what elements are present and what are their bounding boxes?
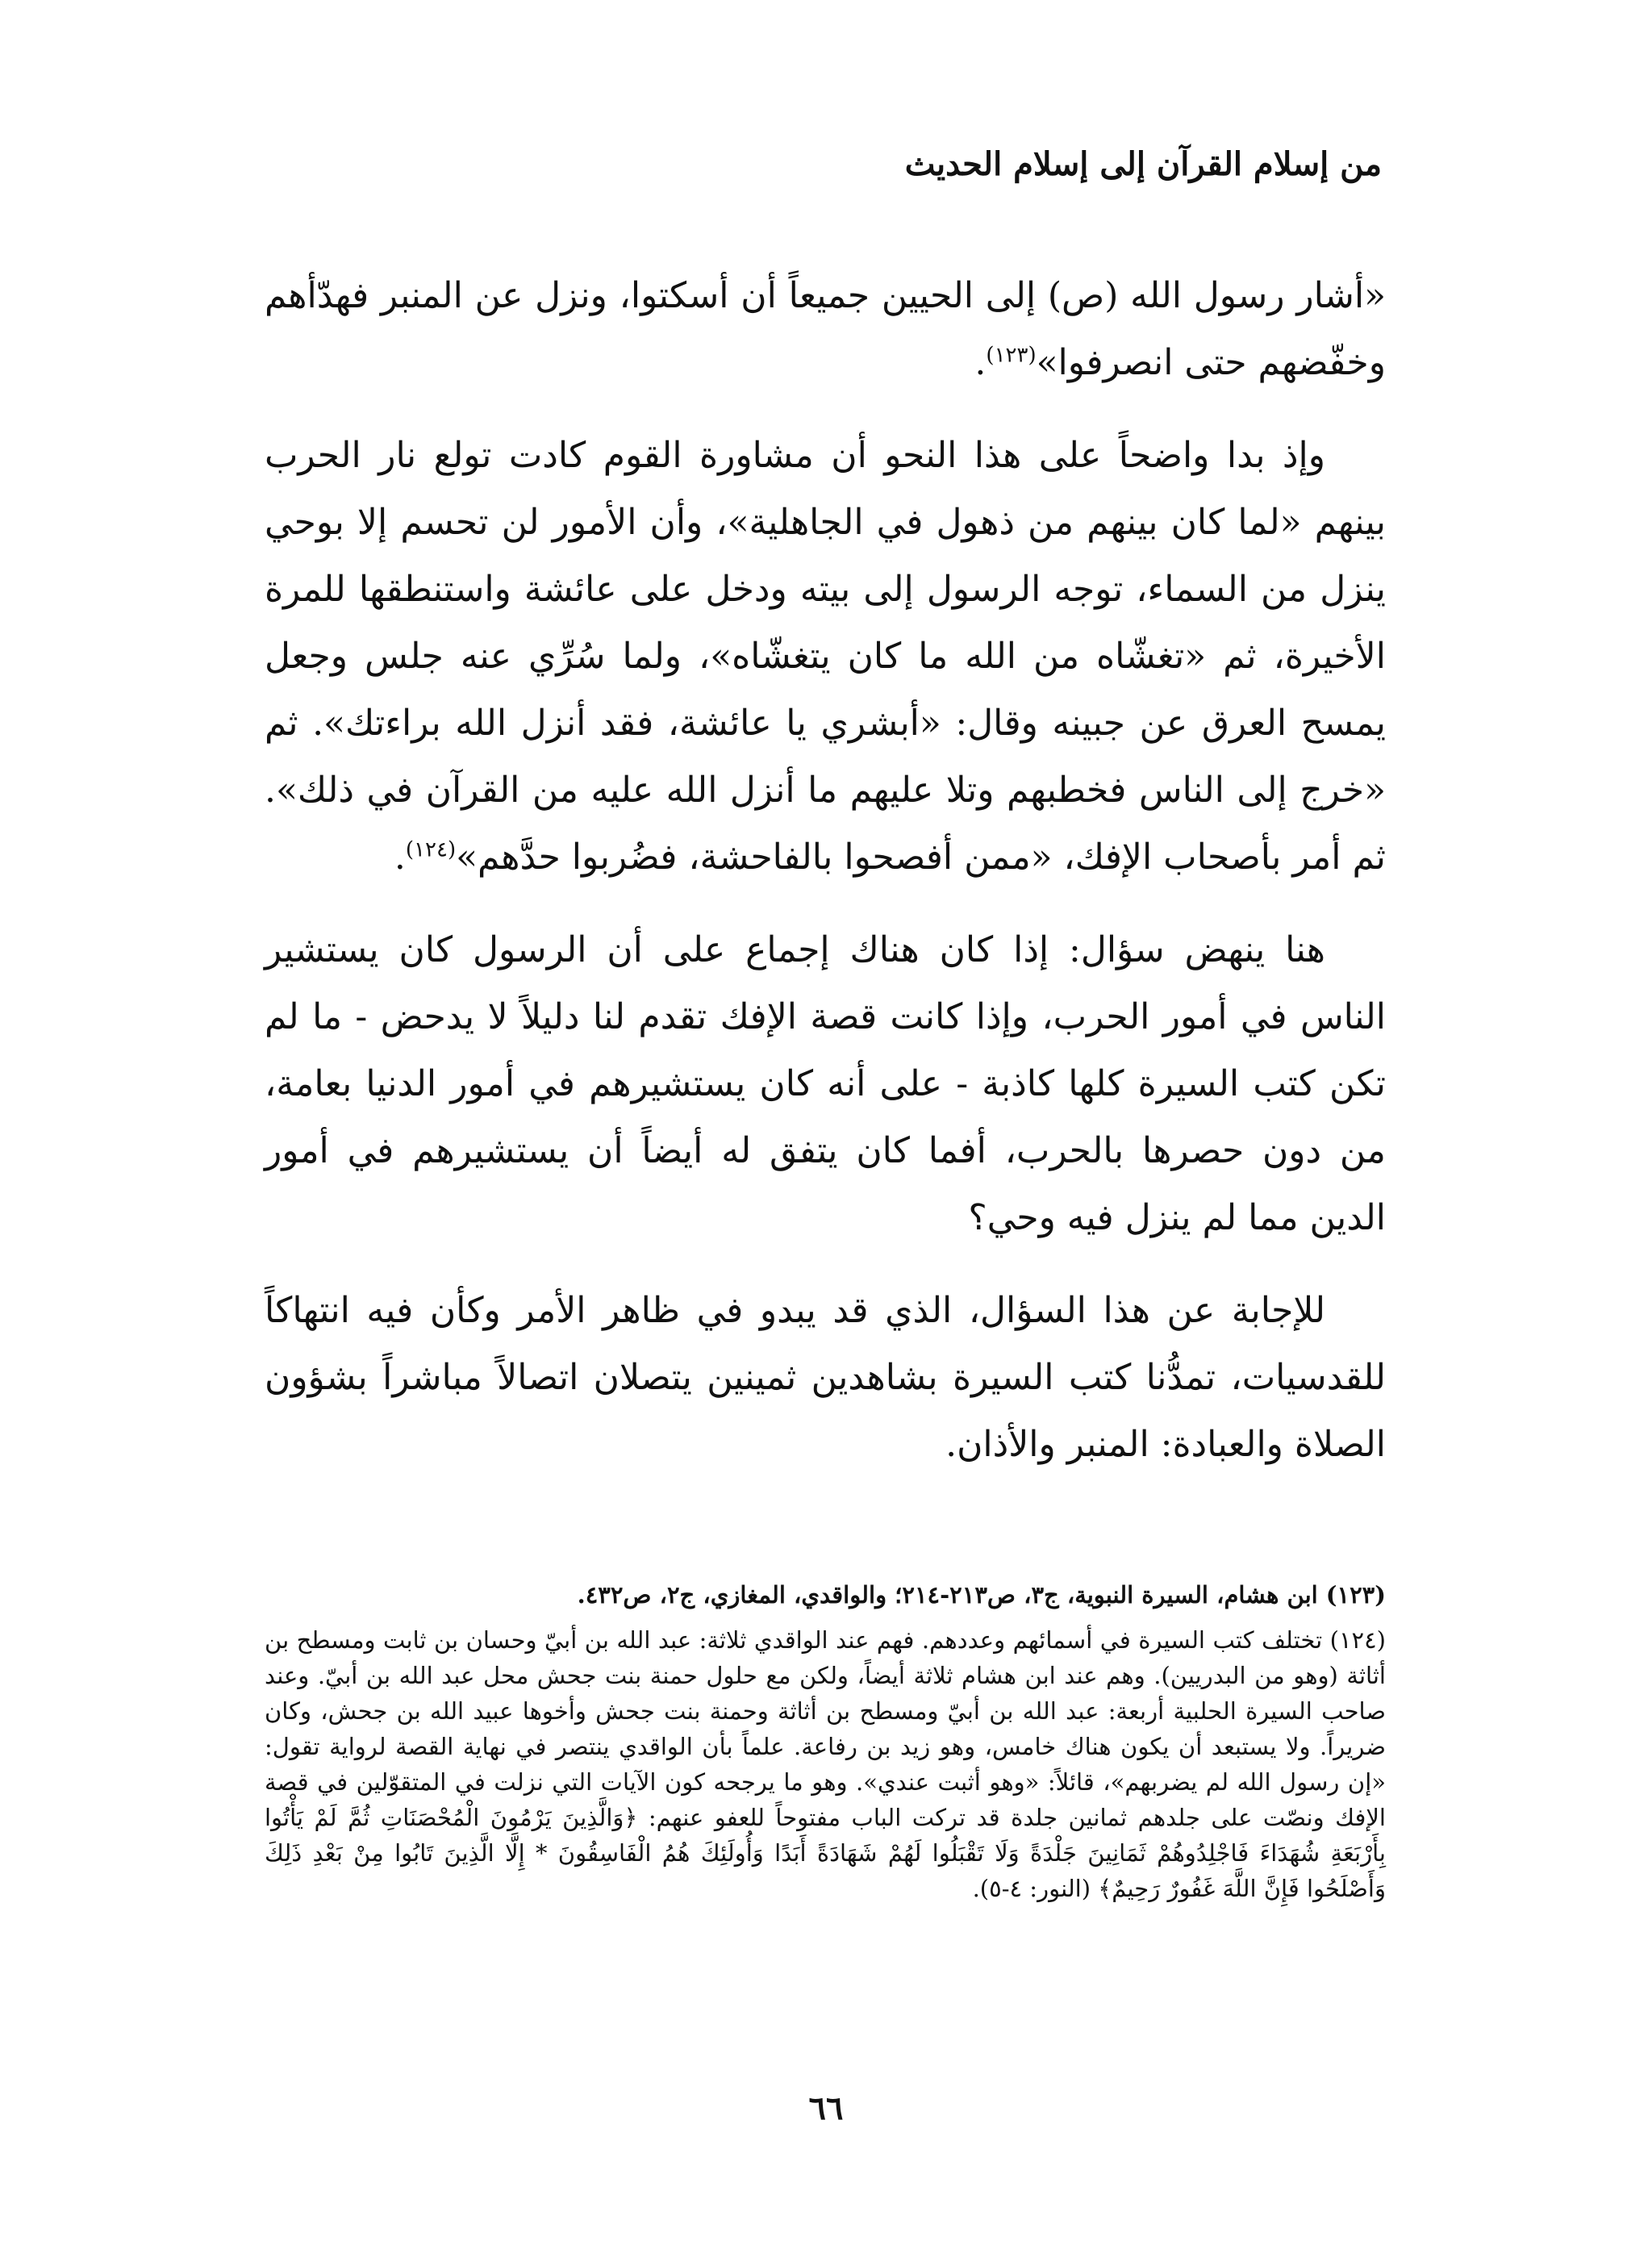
paragraph-ifk-story xyxy=(265,422,1386,891)
paragraph-quote xyxy=(265,262,1386,396)
paragraph-quote-text: «أشار رسول الله (ص) إلى الحيين جميعاً أن أسكتوا، ونزل عن المنبر فهدّأهم وخفّضهم حتى انصرفوا» xyxy=(265,275,1386,383)
page-number: ٦٦ xyxy=(808,2089,844,2127)
paragraph-question: هنا ينهض سؤال: إذا كان هناك إجماع على أن الرسول كان يستشير الناس في أمور الحرب، وإذا كانت قصة الإفك تقدم لنا دليلاً لا يدحض - ما لم تكن كتب السيرة كلها كاذبة - على أنه كان يستشيرهم في أمور الدنيا بعامة، من دون حصرها بالحرب، أفما كان يتفق له أيضاً أن يستشيرهم في أمور الدين مما لم ينزل فيه وحي؟ xyxy=(265,929,1386,1238)
paragraph-answer: للإجابة عن هذا السؤال، الذي قد يبدو في ظاهر الأمر وكأن فيه انتهاكاً للقدسيات، تمدُّنا كتب السيرة بشاهدين ثمينين يتصلان اتصالاً مباشراً بشؤون الصلاة والعبادة: المنبر والأذان. xyxy=(265,1290,1386,1465)
footnotes xyxy=(265,1577,1386,1916)
running-title: من إسلام القرآن إلى إسلام الحديث xyxy=(904,145,1382,183)
footnote-ref-123: (١٢٣) xyxy=(986,343,1037,368)
footnote-123: (١٢٣) ابن هشام، السيرة النبوية، ج٣، ص٢١٣-٢١٤؛ والواقدي، المغازي، ج٢، ص٤٣٢. xyxy=(577,1581,1386,1609)
paragraph-quote-end: . xyxy=(974,342,987,383)
footnote-ref-124: (١٢٤) xyxy=(405,837,457,862)
paragraph-ifk-story-text: وإذ بدا واضحاً على هذا النحو أن مشاورة القوم كادت تولع نار الحرب بينهم «لما كان بينهم من ذهول في الجاهلية»، وأن الأمور لن تحسم إلا بوحي ينزل من السماء، توجه الرسول إلى بيته ودخل على عائشة واستنطقها للمرة الأخيرة، ثم «تغشّاه من الله ما كان يتغشّاه»، ولما سُرِّي عنه جلس وجعل يمسح العرق عن جبينه وقال: «أبشري يا عائشة، فقد أنزل الله براءتك». ثم «خرج إلى الناس فخطبهم وتلا عليهم ما أنزل الله عليه من القرآن في ذلك». ثم أمر بأصحاب الإفك، «ممن أفصحوا بالفاحشة، فضُربوا حدَّهم» xyxy=(265,435,1386,878)
paragraph-ifk-story-end: . xyxy=(394,837,406,878)
body-text xyxy=(265,262,1386,1504)
footnote-124: (١٢٤) تختلف كتب السيرة في أسمائهم وعددهم. فهم عند الواقدي ثلاثة: عبد الله بن أبيّ وحسان بن ثابت ومسطح بن أثاثة (وهو من البدريين). وهم عند ابن هشام ثلاثة أيضاً، ولكن مع حلول حمنة بنت جحش محل عبد الله بن أبيّ. وعند صاحب السيرة الحلبية أربعة: عبد الله بن أبيّ ومسطح بن أثاثة وحمنة بنت جحش وأخوها عبيد الله بن جحش، وكان ضريراً. ولا يستبعد أن يكون هناك خامس، وهو زيد بن رفاعة. علماً بأن الواقدي ينتصر في نهاية القصة لرواية تقول: «إن رسول الله لم يضربهم»، قائلاً: «وهو أثبت عندي». وهو ما يرجحه كون الآيات التي نزلت في المتقوّلين في قصة الإفك ونصّت على جلدهم ثمانين جلدة قد تركت الباب مفتوحاً للعفو عنهم: ﴿وَالَّذِينَ يَرْمُونَ الْمُحْصَنَاتِ ثُمَّ لَمْ يَأْتُوا بِأَرْبَعَةِ شُهَدَاءَ فَاجْلِدُوهُمْ ثَمَانِينَ جَلْدَةً وَلَا تَقْبَلُوا لَهُمْ شَهَادَةً أَبَدًا وَأُولَئِكَ هُمُ الْفَاسِقُونَ * إِلَّا الَّذِينَ تَابُوا مِنْ بَعْدِ ذَلِكَ وَأَصْلَحُوا فَإِنَّ اللَّهَ غَفُورٌ رَحِيمٌ﴾ (النور: ٤-٥). xyxy=(265,1626,1387,1902)
